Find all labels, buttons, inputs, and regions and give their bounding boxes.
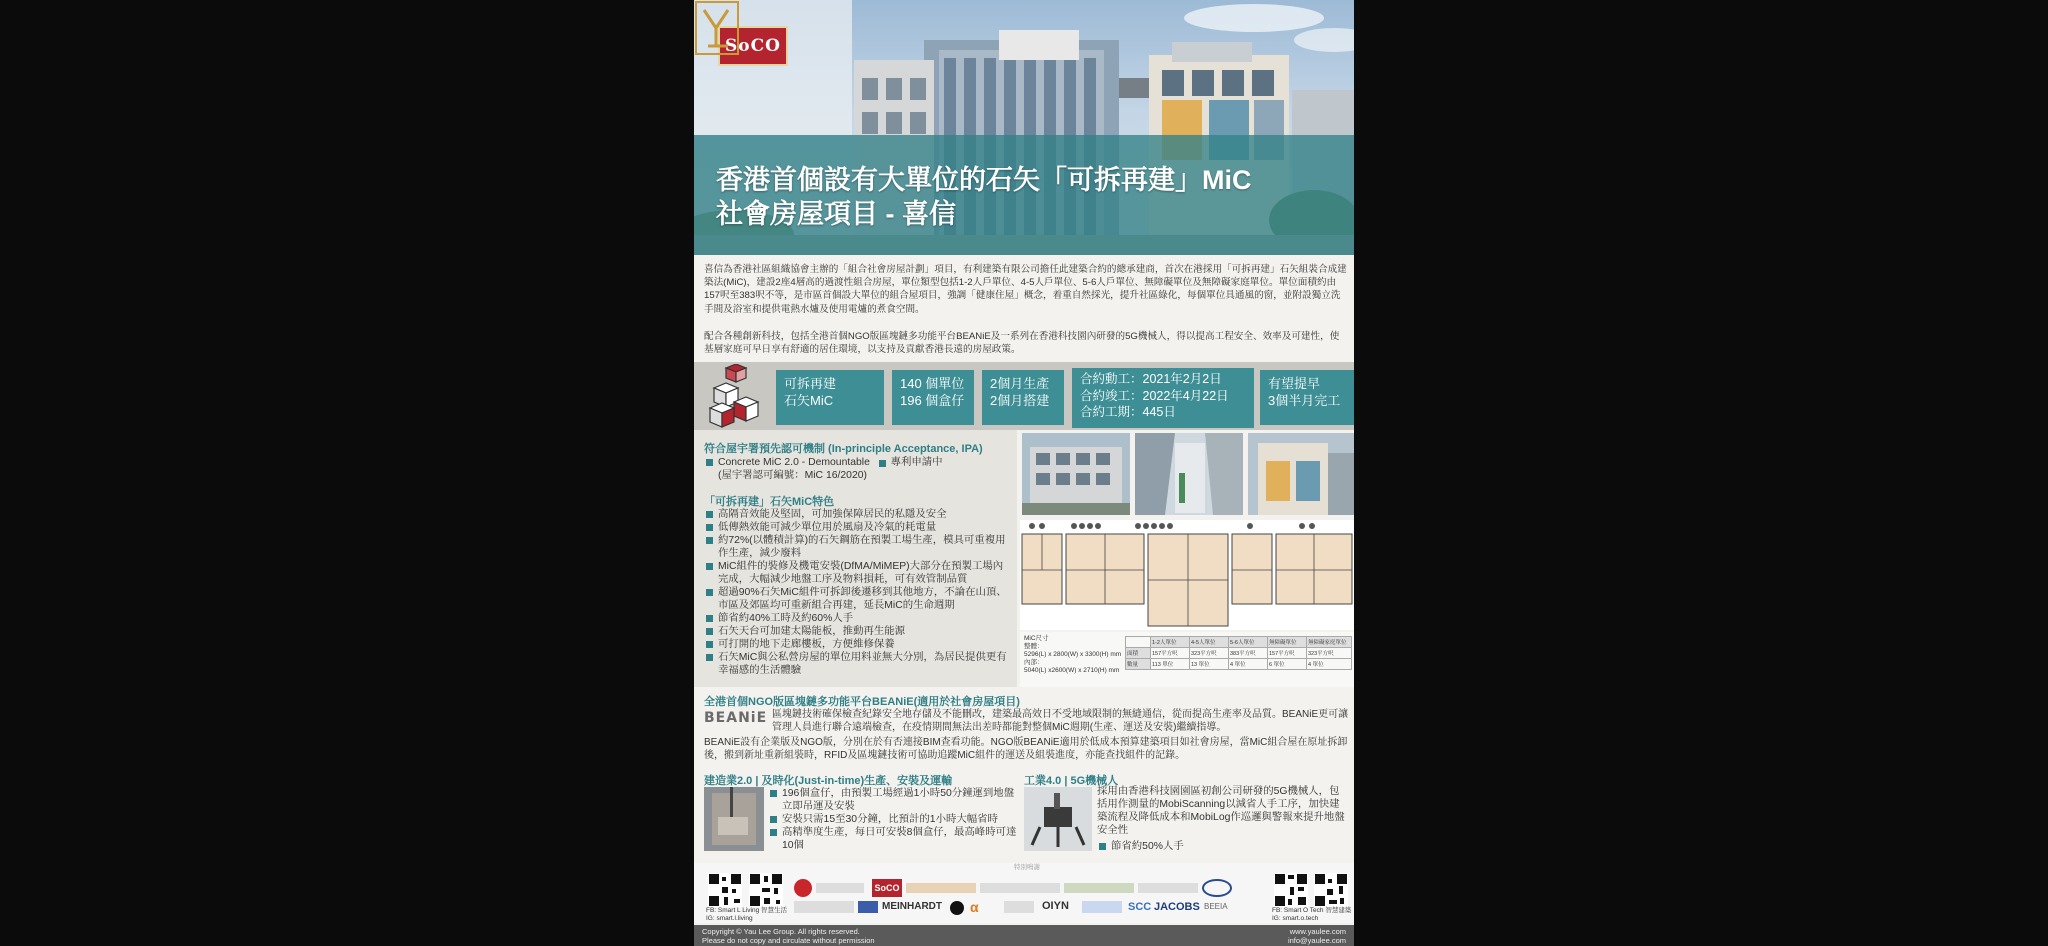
feature-item: 節省約40%工時及約60%人手 <box>704 612 1009 625</box>
ipa-heading: 符合屋宇署預先認可機制 (In-principle Acceptance, IPA) <box>704 443 983 455</box>
robot-photo <box>1024 787 1092 851</box>
beanie-heading: 全港首個NGO版區塊鏈多功能平台BEANiE(適用於社會房屋項目) <box>704 696 1020 708</box>
industry-item: 節省約50%人手 <box>1097 840 1349 853</box>
qr-code-icon <box>708 873 742 907</box>
feature-item: 約72%(以體積計算)的石矢鋼筋在預製工場生產，模具可重複用作生產，減少廢料 <box>704 534 1009 560</box>
yau-lee-logo <box>694 0 740 56</box>
features-heading: 「可拆再建」石矢MiC特色 <box>704 496 835 508</box>
feature-item: 石矢天台可加建太陽能板，推動再生能源 <box>704 625 1009 638</box>
spec-label: 整體： <box>1024 643 1044 650</box>
unit-col: 4-5人單位 <box>1190 637 1229 648</box>
fb-left: FB: Smart L Living 智慧生活 <box>706 907 788 914</box>
row-label: 數量 <box>1126 659 1151 670</box>
feature-item: 石矢MiC與公私營房屋的單位用料並無大分別，為居民提供更有幸福感的生活體驗 <box>704 651 1009 677</box>
sponsors-label: 特別鳴謝 <box>1014 864 1040 871</box>
logo-panel <box>694 0 852 135</box>
spec-label: MiC尺寸 <box>1024 635 1049 642</box>
table-cell: 6 單位 <box>1268 659 1307 670</box>
intro-text <box>704 263 1347 370</box>
table-cell: 13 單位 <box>1190 659 1229 670</box>
jacobs-logo: JACOBS <box>1154 901 1200 913</box>
stat-production: 2個月生產 2個月搭建 <box>982 370 1064 425</box>
construction-item: 高精準度生產，每日可安裝8個盒仔，最高峰時可達10個 <box>768 826 1018 852</box>
copyright-bar <box>694 925 1354 946</box>
table-cell: 157平方呎 <box>1268 648 1307 659</box>
table-cell: 4 單位 <box>1229 659 1268 670</box>
stats-band <box>694 362 1354 430</box>
ipa-block <box>704 456 1009 482</box>
qr-code-icon <box>1274 873 1308 907</box>
beanie-logo: BEANiE <box>704 710 768 726</box>
feature-item: 高隔音效能及堅固，可加強保障居民的私隱及安全 <box>704 508 1009 521</box>
ig-right: IG: smart.o.tech <box>1272 915 1319 922</box>
spec-label: 內部： <box>1024 659 1044 666</box>
unit-col: 無障礙單位 <box>1268 637 1307 648</box>
copyright-text: Copyright © Yau Lee Group. All rights reserved. <box>702 927 860 936</box>
unit-col: 5-6人單位 <box>1229 637 1268 648</box>
beanie-text-1: 區塊鏈技術確保檢查紀錄安全地存儲及不能刪改，建築最高效日不受地域限制的無縫通信，從而提高生產率及品質。BEANiE更可讓管理人員進行聯合遠端檢查，在疫情期間無法出差時都能對整個MiC週期(生產、運送及安裝)繼續指導。 <box>772 709 1349 733</box>
construction-list <box>768 787 1018 852</box>
table-cell: 323平方呎 <box>1307 648 1352 659</box>
sponsor-logos: SoCO MEINHARDT α OIYN SCC JACOBS BEEIA <box>794 879 1264 919</box>
building-photo-2 <box>1135 433 1243 515</box>
email-link[interactable]: info@yaulee.com <box>1287 936 1346 945</box>
unit-table <box>1125 636 1352 670</box>
spec-table <box>1020 632 1354 687</box>
building-photo-1 <box>1022 433 1130 515</box>
stat-units: 140 個單位 196 個盒仔 <box>892 370 974 425</box>
mic-cubes-icon <box>704 364 764 430</box>
beanie-text-2: BEANiE設有企業版及NGO版，分別在於有否連接BIM查看功能。NGO版BEANiE適用於低成本預算建築項目如社會房屋，當MiC組合屋在原址拆卸後，搬到新址重新組裝時，RFID及區塊鏈技術可協助追蹤MiC組件的運送及組裝進度，亦能查找組件的記錄。 <box>704 737 1348 761</box>
feature-item: 低傳熱效能可減少單位用於風扇及冷氣的耗電量 <box>704 521 1009 534</box>
meinhardt-logo: MEINHARDT <box>882 901 942 912</box>
industry-heading: 工業4.0 | 5G機械人 <box>1024 775 1119 787</box>
soco-logo: SoCO <box>718 26 788 66</box>
unit-col: 1-2人單位 <box>1151 637 1190 648</box>
soco-sponsor-logo: SoCO <box>872 879 902 897</box>
poster <box>694 0 1354 946</box>
stat-contract-dates: 合約動工：2021年2月2日 合約竣工：2022年4月22日 合約工期：445日 <box>1072 368 1254 428</box>
feature-item: 超過90%石矢MiC組件可拆卸後遷移到其他地方，不論在山頂、市區及郊區均可重新組合再建，延長MiC的生命週期 <box>704 586 1009 612</box>
table-cell: 157平方呎 <box>1151 648 1190 659</box>
stat-early-completion: 有望提早 3個半月完工 <box>1260 370 1354 425</box>
construction-item: 安裝只需15至30分鐘，比預計的1小時大幅省時 <box>768 813 1018 826</box>
fb-right: FB: Smart O Tech 智慧建築 <box>1272 907 1352 914</box>
qr-code-icon <box>749 873 783 907</box>
ipa-ref: (屋宇署認可編號：MiC 16/2020) <box>718 470 867 481</box>
table-cell: 383平方呎 <box>1229 648 1268 659</box>
feature-item: 可打開的地下走廊樓板，方便維修保養 <box>704 638 1009 651</box>
unit-col: 無障礙家庭單位 <box>1307 637 1352 648</box>
stat-demountable: 可拆再建 石矢MiC <box>776 370 884 425</box>
spec-label: 5296(L) x 2800(W) x 3300(H) mm <box>1024 651 1122 658</box>
crane-photo <box>704 787 764 851</box>
copy-notice: Please do not copy and circulate without permission <box>702 936 875 945</box>
industry-list <box>1097 840 1349 853</box>
website-link[interactable]: www.yaulee.com <box>1289 927 1346 936</box>
footer <box>694 863 1354 923</box>
construction-item: 196個盒仔，由預製工場經過1小時50分鐘運到地盤立即吊運及安裝 <box>768 787 1018 813</box>
table-cell: 323平方呎 <box>1190 648 1229 659</box>
table-cell: 4 單位 <box>1307 659 1352 670</box>
building-photo-3 <box>1248 433 1354 515</box>
features-list <box>704 508 1009 677</box>
ipa-item: Concrete MiC 2.0 - Demountable 專利申請中 <box>704 456 1009 469</box>
hero-image <box>694 0 1354 255</box>
industry-text: 採用由香港科技園園區初創公司研發的5G機械人，包括用作測量的MobiScanning以減省人手工序，加快建築流程及降低成本和MobiLog作巡邏與警報來提升地盤安全性 <box>1097 786 1345 836</box>
qr-code-icon <box>1314 873 1348 907</box>
floor-plans <box>1020 520 1354 630</box>
scc-logo: SCC <box>1128 901 1152 913</box>
oiyn-logo: OIYN <box>1042 900 1069 912</box>
table-cell: 113 單位 <box>1151 659 1190 670</box>
page-title: 香港首個設有大單位的石矢「可拆再建」MiC 社會房屋項目 - 喜信 <box>716 165 1252 229</box>
spec-label: 5040(L) x2600(W) x 2710(H) mm <box>1024 667 1120 674</box>
feature-item: MiC組件的裝修及機電安裝(DfMA/MiMEP)大部分在預製工場內完成，大幅減少地盤工序及物料損耗，可有效管制品質 <box>704 560 1009 586</box>
intro-paragraph-2: 配合各種創新科技，包括全港首個NGO版區塊鏈多功能平台BEANiE及一系列在香港科技園內研發的5G機械人，得以提高工程安全、效率及可建性，使基層家庭可早日享有舒適的居住環境，以支持及貢獻香港長遠的房屋政策。 <box>704 330 1340 356</box>
construction-heading: 建造業2.0 | 及時化(Just-in-time)生產、安裝及運輸 <box>704 775 953 787</box>
ig-left: IG: smart.l.living <box>706 915 753 922</box>
beeia-logo: BEEIA <box>1204 902 1228 911</box>
intro-paragraph-1: 喜信為香港社區組織協會主辦的「組合社會房屋計劃」項目，有利建築有限公司擔任此建築合約的總承建商，首次在港採用「可拆再建」石矢組裝合成建築法(MiC)，建設2座4層高的過渡性組合房屋，單位類型包括1-2人戶單位、4-5人戶單位、5-6人戶單位、無障礙單位及無障礙家庭單位。單位面積約由157呎至383呎不等，是市區首個設大單位的組合屋項目，強調「健康住屋」概念，着重自然採光，提升社區綠化，每個單位具通風的窗，並附設獨立洗手間及浴室和提供電熱水爐及使用電爐的煮食空間。 <box>704 264 1347 315</box>
row-label: 面積 <box>1126 648 1151 659</box>
